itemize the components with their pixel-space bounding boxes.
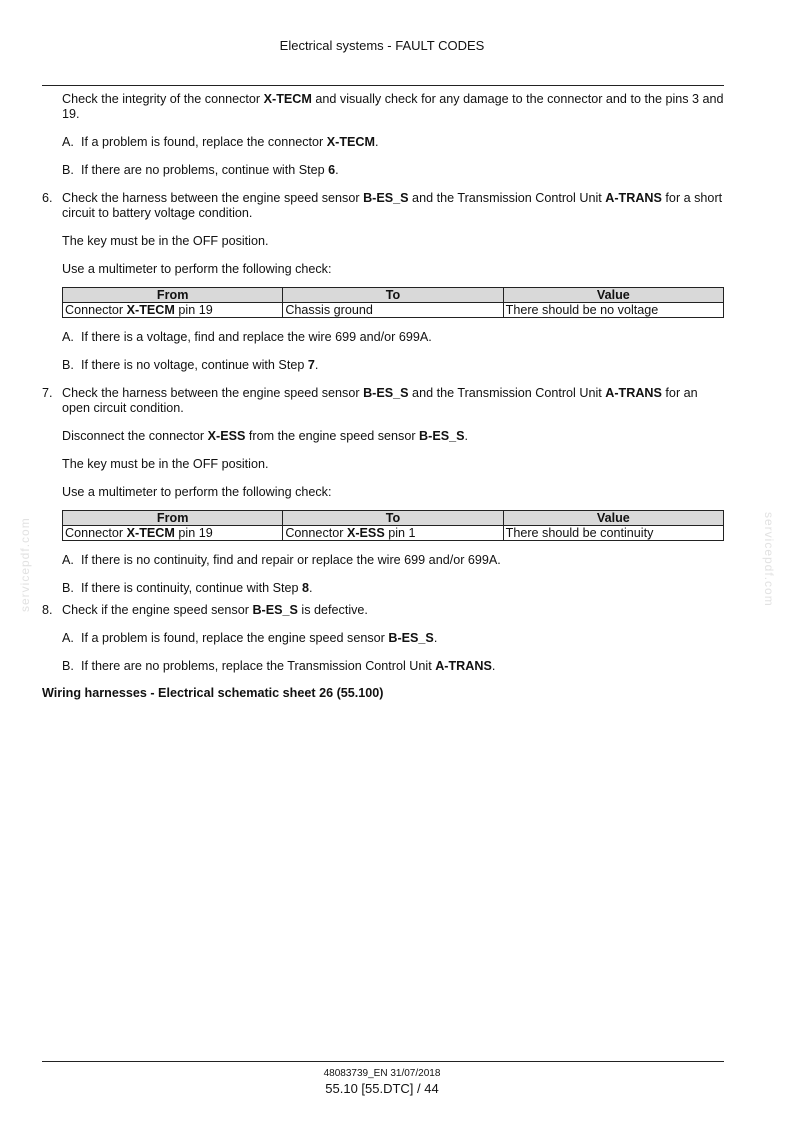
cell-from: Connector X-TECM pin 19 [63,303,283,318]
page-header-title: Electrical systems - FAULT CODES [279,38,485,53]
step-7-multimeter-note: Use a multimeter to perform the following check: [62,485,332,499]
table-header-row [63,288,724,303]
column-header-value: Value [503,288,723,303]
footer-page-number: 55.10 [55.DTC] / 44 [325,1081,439,1096]
step-number: 8. [42,603,53,617]
cell-to: Connector X-ESS pin 1 [283,526,503,541]
step-8-option-b: B. If there are no problems, replace the Transmission Control Unit A-TRANS. [62,659,496,673]
footer-document-id: 48083739_EN 31/07/2018 [323,1068,441,1079]
step-7: 7. Check the harness between the engine speed sensor B-ES_S and the Transmission Control Unit A-TRANS for an open circuit condition. [42,386,698,415]
column-header-to: To [283,288,503,303]
step-7-check-table [62,510,724,541]
step-6-option-a: A. If there is a voltage, find and replace the wire 699 and/or 699A. [62,330,432,344]
column-header-to: To [283,511,503,526]
column-header-from: From [63,511,283,526]
page-content [42,92,724,701]
step-7-disconnect-note: Disconnect the connector X-ESS from the engine speed sensor B-ES_S. [62,429,469,443]
column-header-from: From [63,288,283,303]
step-7-key-note: The key must be in the OFF position. [62,457,269,471]
step-number: 7. [42,386,53,400]
step-6-multimeter-note: Use a multimeter to perform the following check: [62,262,332,276]
column-header-value: Value [503,511,723,526]
step-6: 6. Check the harness between the engine speed sensor B-ES_S and the Transmission Control Unit A-TRANS for a short circuit to battery voltage condition. [42,191,723,220]
step-number: 6. [42,191,53,205]
watermark-left: servicepdf.com [18,517,32,612]
step-6-check-table [62,287,724,318]
cell-value: There should be no voltage [503,303,723,318]
footer-rule [42,1061,724,1062]
header-rule [42,85,724,86]
intro-option-b: B. If there are no problems, continue with Step 6. [62,163,339,177]
intro-paragraph: Check the integrity of the connector X-TECM and visually check for any damage to the connector and to the pins 3 and 19. [62,92,724,121]
cell-to: Chassis ground [283,303,503,318]
intro-option-a: A. If a problem is found, replace the connector X-TECM. [62,135,379,149]
step-8: 8. Check if the engine speed sensor B-ES_S is defective. [42,603,368,617]
cell-value: There should be continuity [503,526,723,541]
table-row [63,526,724,541]
section-reference-link[interactable]: Wiring harnesses - Electrical schematic sheet 26 (55.100) [42,686,384,700]
step-7-option-a: A. If there is no continuity, find and repair or replace the wire 699 and/or 699A. [62,553,501,567]
step-8-option-a: A. If a problem is found, replace the engine speed sensor B-ES_S. [62,631,438,645]
step-6-key-note: The key must be in the OFF position. [62,234,269,248]
cell-from: Connector X-TECM pin 19 [63,526,283,541]
step-7-option-b: B. If there is continuity, continue with Step 8. [62,581,313,595]
table-row [63,303,724,318]
table-header-row [63,511,724,526]
step-6-option-b: B. If there is no voltage, continue with Step 7. [62,358,319,372]
watermark-right: servicepdf.com [762,512,776,607]
